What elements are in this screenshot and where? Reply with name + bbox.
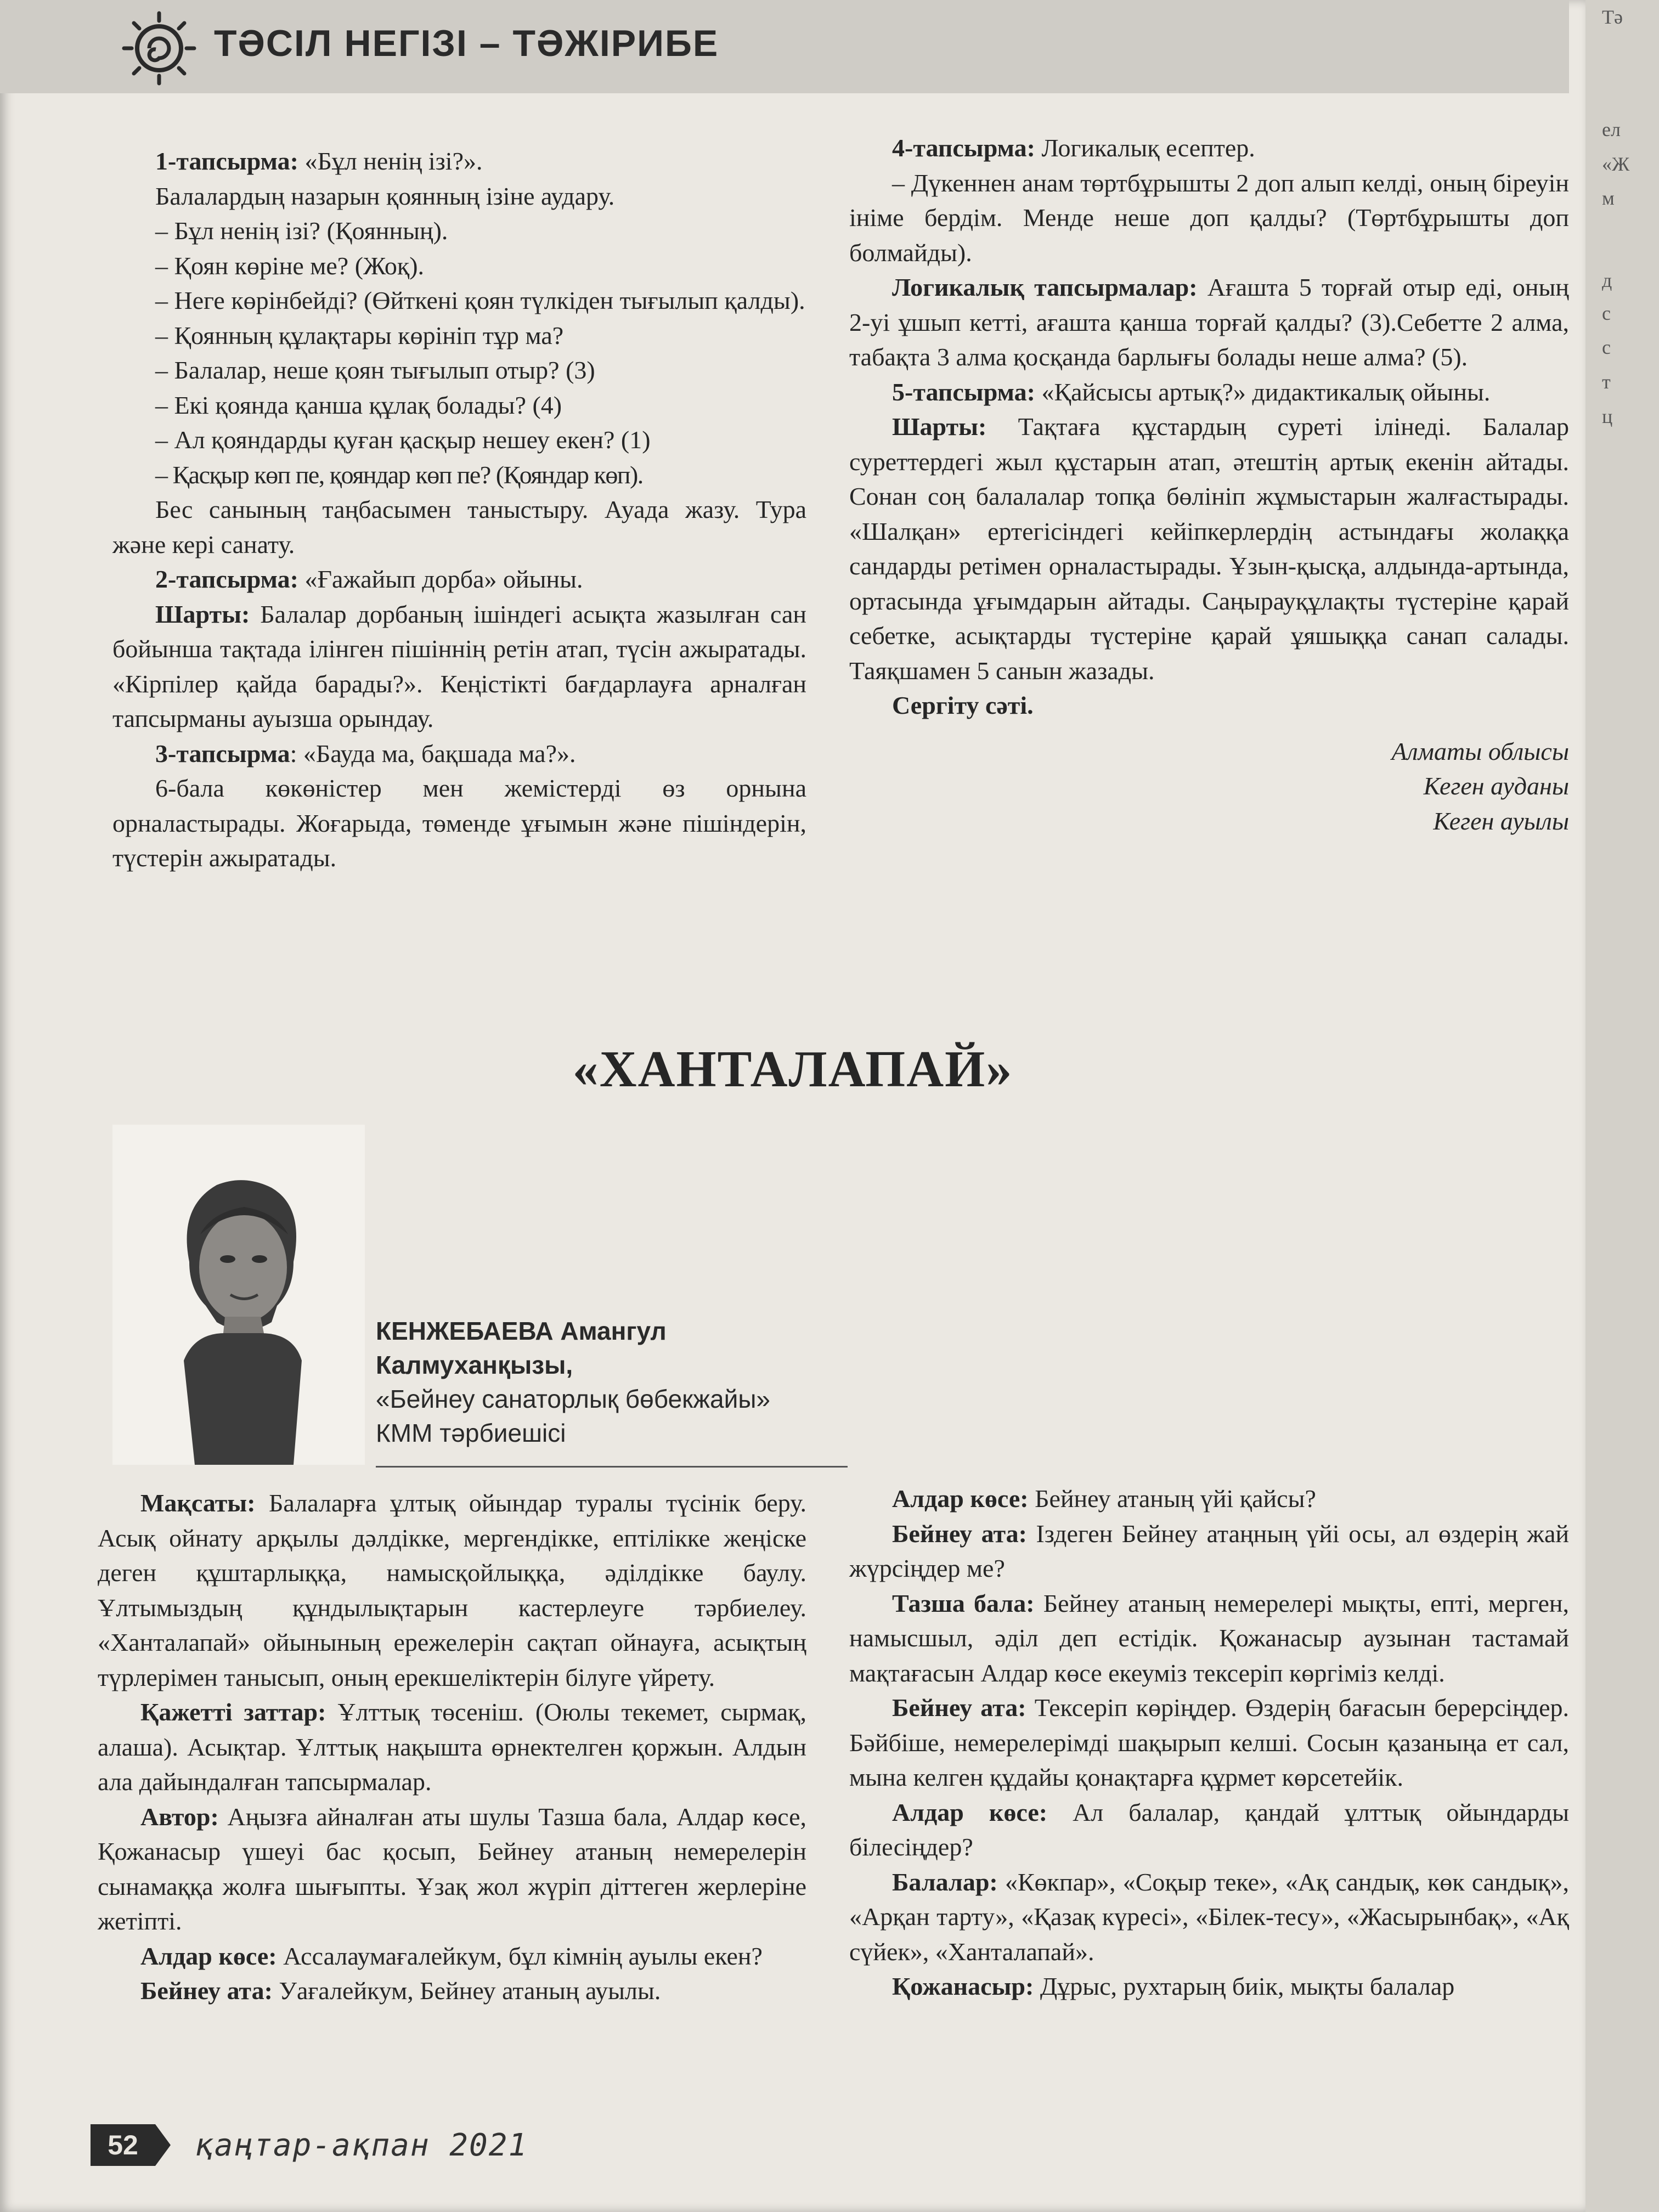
page-number: 52 — [91, 2124, 155, 2166]
dialogue-line: Бейнеу ата: Іздеген Бейнеу атаңның үйі осы, ал өздерің жай жүрсіңдер ме? — [849, 1519, 1569, 1582]
condition-paragraph: Шарты: Тақтаға құстардың суреті ілінеді. Балалар суреттердегі жыл құстарын атап, әтештің артық екенін айтады. Сонан соң балалалар топқа бөлініп жұмыстарын жалғастырады. «Шалқан» ертегісіндегі кейіпкерлердің астындағы жолаққа сандарды ретімен орналастырады. Ұзын-қысқа, алдында-артында, ортасында ұғымдарын айтады. Саңырауқұлақты түстеріне қарай себетке, асықтарды түстеріне қарай ұяшыққа санап салады. Таяқшамен 5 санын жазады. — [849, 413, 1569, 685]
adjacent-page-edge — [1585, 0, 1659, 2212]
task5-paragraph: 5-тапсырма: «Қайсысы артық?» дидактикалық ойыны. — [892, 377, 1491, 406]
dialogue-line: Қожанасыр: Дұрыс, рухтарың биік, мықты балалар — [892, 1972, 1455, 2000]
text-line: – Қоянның құлақтары көрініп тұр ма? — [155, 321, 564, 349]
task1-label: 1-тапсырма: — [155, 147, 298, 175]
adjacent-text-fragment: с — [1602, 336, 1611, 358]
text-line: – Екі қоянда қанша құлақ болады? (4) — [155, 391, 562, 419]
dialogue-line: Алдар көсе: Ал балалар, қандай ұлттық ойындарды білесіңдер? — [849, 1798, 1569, 1861]
adjacent-text-fragment: т — [1602, 371, 1611, 393]
task2-label: 2-тапсырма: — [155, 565, 298, 593]
issue-date: қаңтар-ақпан 2021 — [195, 2128, 528, 2163]
adjacent-text-fragment: Тә — [1602, 6, 1623, 28]
author-name: КЕНЖЕБАЕВА Амангул — [376, 1317, 667, 1345]
text-line: – Қоян көріне ме? (Жоқ). — [155, 251, 425, 280]
dialogue-line: Алдар көсе: Бейнеу атаның үйі қайсы? — [892, 1485, 1316, 1513]
task4-paragraph: 4-тапсырма: Логикалық есептер. — [892, 134, 1255, 162]
adjacent-text-fragment: м — [1602, 187, 1615, 209]
text-line: – Қасқыр көп пе, қояндар көп пе? (Қояндар көп). — [155, 460, 643, 489]
adjacent-text-fragment: ел — [1602, 119, 1621, 140]
text-line: – Балалар, неше қоян тығылып отыр? (3) — [155, 356, 595, 384]
divider — [376, 1466, 848, 1468]
spiral-sun-logo-icon — [121, 10, 198, 87]
task1-paragraph: 1-тапсырма: «Бұл ненің ізі?». — [155, 147, 483, 175]
aim-paragraph: Мақсаты: Балаларға ұлтық ойындар туралы түсінік беру. Асық ойнату арқылы дәлдікке, мергендікке, ептілікке жеңіске деген құштарлыққа, намысқойлыққа, әділдікке баулу. Ұлтымыздың құндылықтарын кастерлеуге тәрбиелеу. «Ханталапай» ойынының ережелерін сақтап ойнауға, асықтың түрлерімен танысып, оның ерекшеліктерін білуге үйрету. — [98, 1489, 806, 1691]
adjacent-text-fragment: ц — [1602, 405, 1613, 427]
author-portrait — [112, 1125, 365, 1465]
dialogue-line: Балалар: «Көкпар», «Соқыр теке», «Ақ сандық, көк сандық», «Арқан тарту», «Қазақ күресі», «Білек-тесу», «Жасырынбақ», «Ақ сүйек», «Ханталапай». — [849, 1867, 1569, 1966]
task3-label: 3-тапсырма — [155, 739, 290, 768]
dialogue-line: Бейнеу ата: Уағалейкум, Бейнеу атаның ауылы. — [140, 1977, 661, 2005]
top-left-column — [112, 144, 806, 876]
task5-label: 5-тапсырма: — [892, 377, 1035, 406]
condition-paragraph: Шарты: Балалар дорбаның ішіндегі асықта жазылған сан бойынша тақтада ілінген пішіннің ретін атап, түсін ажыратады. «Кірпілер қайда барады?». Кеңістікті бағдарлауға арналған тапсырманы ауызша орындау. — [112, 600, 806, 732]
materials-paragraph: Қажетті заттар: Ұлттық төсеніш. (Оюлы текемет, сырмақ, алаша). Асықтар. Ұлттық нақышта өрнектелген қоржын. Алдын ала дайындалған тапсырмалар. — [98, 1698, 806, 1796]
text-line: 6-бала көкөністер мен жемістерді өз орнына орналастырады. Жоғарыда, төменде ұғымын және пішіндерін, түстерін ажыратады. — [112, 774, 806, 872]
text-line: – Бұл ненің ізі? (Қоянның). — [155, 217, 448, 245]
dialogue-line: Тазша бала: Бейнеу атаның немерелері мықты, епті, мерген, намысшыл, әділ деп естідік. Қожанасыр аузынан тастамай мақтағасын Алдар көсе екеуміз тексеріп көргіміз келді. — [849, 1589, 1569, 1687]
bottom-left-column — [98, 1486, 806, 2008]
dialogue-line: Алдар көсе: Ассалаумағалейкум, бұл кімнің ауылы екен? — [140, 1942, 763, 1970]
page-number-arrow-icon — [155, 2124, 171, 2166]
text-line: – Дүкеннен анам төртбұрышты 2 доп алып келді, оның біреуін ініме бердім. Менде неше доп қалды? (Төртбұрышты доп болмайды). — [849, 168, 1569, 267]
author-organization: «Бейнеу санаторлық бөбекжайы» — [376, 1385, 770, 1413]
bottom-right-column — [849, 1481, 1569, 2004]
section-title: ТӘСІЛ НЕГІЗІ – ТӘЖІРИБЕ — [214, 22, 719, 64]
adjacent-text-fragment: с — [1602, 302, 1611, 324]
task2-paragraph: 2-тапсырма: «Ғажайып дорба» ойыны. — [155, 565, 583, 593]
signature-district: Кеген ауданы — [1423, 772, 1569, 800]
adjacent-text-fragment: «Ж — [1602, 153, 1630, 175]
author-block — [376, 1314, 770, 1450]
text-line: Бес санының таңбасымен таныстыру. Ауада жазу. Тура және кері санату. — [112, 495, 806, 558]
author-role: КММ тәрбиешісі — [376, 1419, 566, 1447]
author-paragraph: Автор: Аңызға айналған аты шулы Тазша бала, Алдар көсе, Қожанасыр үшеуі бас қосып, Бейнеу атаның немерелерін сынамаққа жолға шығыпты. Ұзақ жол жүріп діттеген жерлеріне жетіпті. — [98, 1802, 806, 1935]
text-line: Балалардың назарын қоянның ізіне аудару. — [155, 182, 615, 210]
text-line: – Неге көрінбейді? (Өйткені қоян түлкіден тығылып қалды). — [155, 286, 805, 314]
task4-label: 4-тапсырма: — [892, 134, 1035, 162]
dialogue-line: Бейнеу ата: Тексеріп көріңдер. Өздерің бағасын берерсіңдер. Бәйбіше, немерелерімді шақырып келші. Сосын қазаныңа ет сал, мына келген құдайы қонақтарға құрмет көрсетейік. — [849, 1694, 1569, 1791]
text-line: – Ал қояндарды қуған қасқыр нешеу екен? (1) — [155, 426, 651, 454]
top-right-column — [849, 131, 1569, 838]
section-header — [0, 0, 1569, 93]
signature-region: Алматы облысы — [1391, 737, 1569, 765]
signature-village: Кеген ауылы — [1433, 806, 1569, 835]
adjacent-text-fragment: д — [1602, 269, 1612, 291]
logic-tasks-paragraph: Логикалық тапсырмалар: Ағашта 5 торғай отыр еді, оның 2-уі ұшып кетті, ағашта қанша торғай қалды? (3).Себетте 2 алма, табақта 3 алма қосқанда барлығы болады неше алма? (5). — [849, 273, 1569, 371]
break-paragraph: Сергіту сәті. — [892, 691, 1034, 719]
task3-paragraph: 3-тапсырма: «Бауда ма, бақшада ма?». — [155, 739, 576, 768]
author-patronymic: Калмуханқызы, — [376, 1351, 573, 1379]
article-title: «ХАНТАЛАПАЙ» — [572, 1041, 1013, 1098]
